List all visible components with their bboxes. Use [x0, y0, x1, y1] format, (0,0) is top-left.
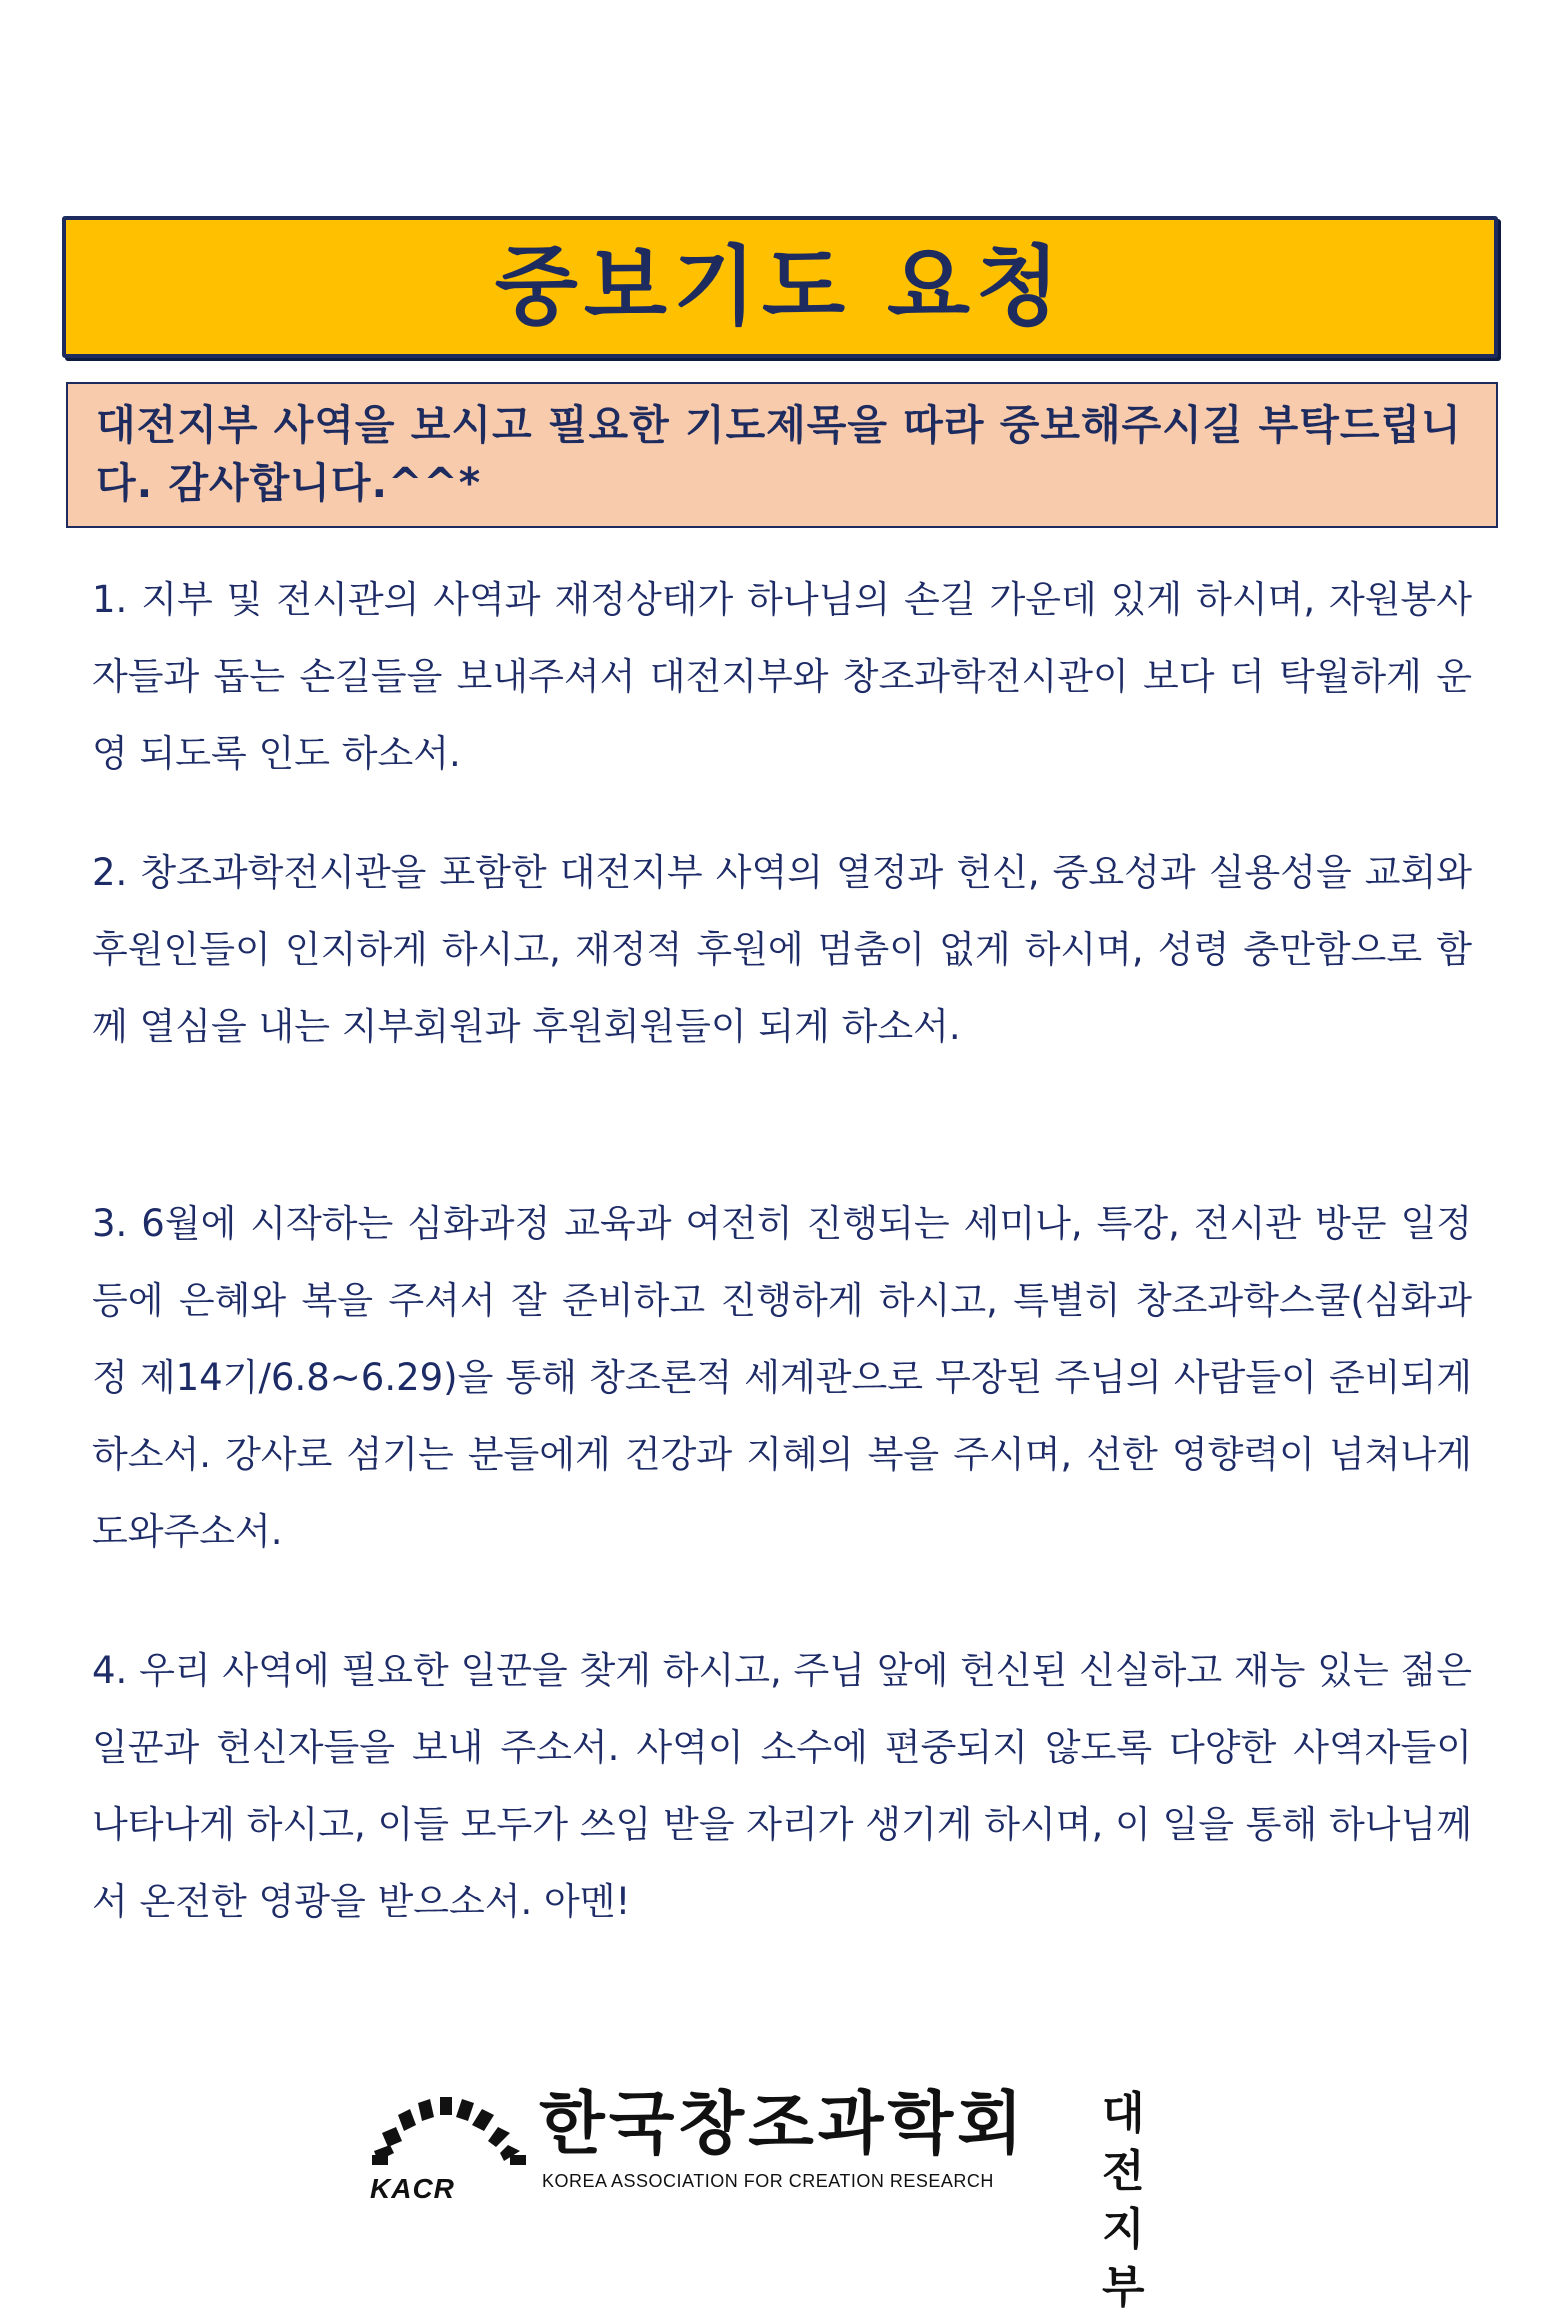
prayer-item-2: 2. 창조과학전시관을 포함한 대전지부 사역의 열정과 헌신, 중요성과 실용성을 교회와 후원인들이 인지하게 하시고, 재정적 후원에 멈춤이 없게 하시며, 성령 충만함으로 함께 열심을 내는 지부회원과 후원회원들이 되게 하소서. [92, 851, 1472, 1048]
prayer-item-1: 1. 지부 및 전시관의 사역과 재정상태가 하나님의 손길 가운데 있게 하시며, 자원봉사자들과 돕는 손길들을 보내주셔서 대전지부와 창조과학전시관이 보다 더 탁월하게 운영 되도록 인도 하소서. [92, 578, 1472, 775]
org-name: 한국창조과학회 [539, 2085, 1027, 2164]
prayer-item-3: 3. 6월에 시작하는 심화과정 교육과 여전히 진행되는 세미나, 특강, 전시관 방문 일정 등에 은혜와 복을 주셔서 잘 준비하고 진행하게 하시고, 특별히 창조과학스쿨(심화과정 제14기/6.8~6.29)을 통해 창조론적 세계관으로 무장된 주님의 사람들이 준비되게 하소서. 강사로 섬기는 분들에게 건강과 지혜의 복을 주시며, 선한 영향력이 넘쳐나게 도와주소서. [92, 1202, 1472, 1553]
prayer-item-4: 4. 우리 사역에 필요한 일꾼을 찾게 하시고, 주님 앞에 헌신된 신실하고 재능 있는 젊은 일꾼과 헌신자들을 보내 주소서. 사역이 소수에 편중되지 않도록 다양한 사역자들이 나타나게 하시고, 이들 모두가 쓰임 받을 자리가 생기게 하시며, 이 일을 통해 하나님께서 온전한 영광을 받으소서. 아멘! [92, 1649, 1472, 1923]
page-title: 중보기도 요청 [494, 237, 1066, 337]
subtitle-box: 대전지부 사역을 보시고 필요한 기도제목을 따라 중보해주시길 부탁드립니다. 감사합니다.^^* [66, 382, 1498, 528]
org-english-name: KOREA ASSOCIATION FOR CREATION RESEARCH [542, 2171, 994, 2191]
logo-acronym: KACR [370, 2173, 455, 2204]
footer-logo [364, 2085, 1204, 2313]
title-banner [62, 216, 1498, 358]
branch-name: 대전지부 [1102, 2088, 1145, 2313]
